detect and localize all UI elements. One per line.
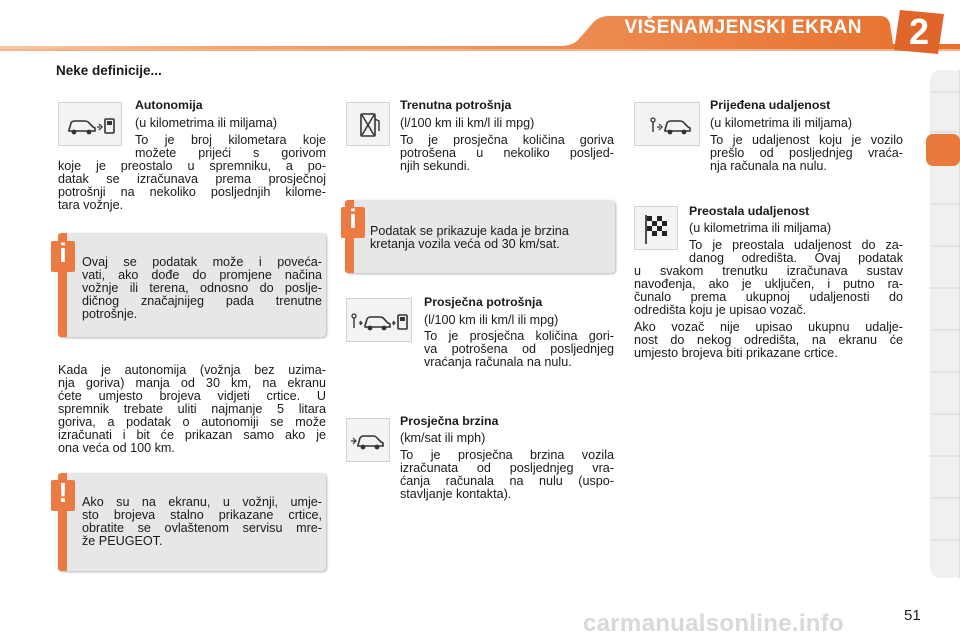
- prosjecna-potrosnja-line: To je prosječna količina gori-: [424, 329, 614, 343]
- note-line: Podatak se prikazuje kada je brzina: [370, 224, 569, 238]
- prijedena-unit: (u kilometrima ili miljama): [710, 116, 853, 130]
- autonomija-line: potrošnji na nekoliko posljednjih kilome-: [58, 185, 326, 199]
- info-icon-glyph: i: [349, 204, 357, 234]
- prosjecna-brzina-unit: (km/sat ili mph): [400, 431, 486, 445]
- warning-line: že PEUGEOT.: [82, 534, 163, 548]
- trenutna-title: Trenutna potrošnja: [400, 98, 512, 112]
- preostala-line: To je preostala udaljenost do za-: [689, 238, 903, 252]
- note-line: vati, ako dođe do promjene načina: [82, 268, 322, 282]
- note-line: potrošnje.: [82, 307, 138, 321]
- trenutna-line: potrošena u nekoliko posljed-: [400, 146, 614, 160]
- prosjecna-brzina-title: Prosječna brzina: [400, 414, 499, 428]
- preostala-line: u svakom trenutku izračunava sustav: [634, 264, 903, 278]
- autonomija-line: možete prijeći s gorivom: [135, 146, 326, 160]
- low-range-line: nja goriva) manja od 30 km, na ekranu: [58, 376, 326, 390]
- trenutna-unit: (l/100 km ili km/l ili mpg): [400, 116, 535, 130]
- autonomija-line: tara vožnje.: [58, 198, 124, 212]
- warning-line: obratite se ovlaštenom servisu mre-: [82, 521, 322, 535]
- range-car-fuel-icon: [59, 103, 123, 147]
- prosjecna-brzina-line: izračunata od posljednjeg vra-: [400, 461, 614, 475]
- watermark: carmanualsonline.info: [583, 610, 845, 637]
- range-icon-box: [58, 102, 122, 146]
- prosjecna-potrosnja-unit: (l/100 km ili km/l ili mpg): [424, 313, 559, 327]
- section-title: Neke definicije...: [56, 63, 162, 78]
- low-range-line: izračunati i bit će prikazan samo ako je: [58, 428, 326, 442]
- prosjecna-brzina-line: ćanja računala na nulu (uspo-: [400, 474, 614, 488]
- page-number: 51: [904, 607, 921, 624]
- low-range-line: goriva, a podatak o autonomiji se može: [58, 415, 326, 429]
- note-line: dičnog značajnijeg pada trenutne: [82, 294, 322, 308]
- low-range-line: Kada je autonomija (vožnja bez uzima-: [58, 363, 326, 377]
- prijedena-line: To je udaljenost koju je vozilo: [710, 133, 903, 147]
- preostala-line: nost do nekog odredišta, na ekranu će: [634, 333, 903, 347]
- prijedena-line: prešlo od posljednjeg vraća-: [710, 146, 903, 160]
- autonomija-line: datak se izračunava prema prosječnoj: [58, 172, 326, 186]
- prijedena-line: nja računala na nulu.: [710, 159, 827, 173]
- note-line: Ovaj se podatak može i poveća-: [82, 255, 322, 269]
- note-line: kretanja vozila veća od 30 km/sat.: [370, 237, 560, 251]
- fuel-pump-icon: [347, 103, 391, 147]
- chapter-number: 2: [908, 11, 930, 52]
- note-line: vožnje ili terena, odnosno do poslje-: [82, 281, 322, 295]
- prosjecna-potrosnja-title: Prosječna potrošnja: [424, 295, 543, 309]
- prijedena-title: Prijeđena udaljenost: [710, 98, 831, 112]
- checkered-flag-icon: [635, 207, 679, 251]
- remaining-icon-box: [634, 206, 678, 250]
- average-speed-car-icon: [347, 419, 391, 463]
- preostala-line: navođenja, ako je uključen, i putno ra-: [634, 277, 903, 291]
- prosjecna-potrosnja-line: vraćanja računala na nulu.: [424, 355, 572, 369]
- warning-line: sto brojeva stalno prikazane crtice,: [82, 508, 322, 522]
- avg-consumption-icon-box: [346, 298, 412, 342]
- instant-consumption-icon-box: [346, 102, 390, 146]
- autonomija-line: koje je preostalo u spremniku, a po-: [58, 159, 326, 173]
- prosjecna-brzina-line: stavljanje kontakta).: [400, 487, 512, 501]
- preostala-line: čunalo prema ukupnoj udaljenosti do: [634, 290, 903, 304]
- trenutna-line: njih sekundi.: [400, 159, 471, 173]
- preostala-line: danog odredišta. Ovaj podatak: [689, 251, 903, 265]
- chapter-tabs[interactable]: [926, 70, 960, 578]
- avg-speed-icon-box: [346, 418, 390, 462]
- preostala-line: odredišta koju je upisao vozač.: [634, 303, 807, 317]
- autonomija-title: Autonomija: [135, 98, 203, 112]
- trenutna-line: To je prosječna količina goriva: [400, 133, 614, 147]
- autonomija-unit: (u kilometrima ili miljama): [135, 116, 278, 130]
- distance-travelled-icon: [635, 103, 701, 147]
- info-icon-glyph: i: [59, 238, 67, 268]
- low-range-line: spremnik trebate uliti najmanje 5 litara: [58, 402, 326, 416]
- preostala-line: Ako vozač nije upisao ukupnu udalje-: [634, 320, 903, 334]
- low-range-line: ona veća od 100 km.: [58, 441, 175, 455]
- prosjecna-brzina-line: To je prosječna brzina vozila: [400, 448, 614, 462]
- preostala-line: umjesto brojeva biti prikazane crtice.: [634, 346, 838, 360]
- warning-icon-glyph: !: [58, 477, 68, 508]
- preostala-unit: (u kilometrima ili miljama): [689, 221, 832, 235]
- low-range-line: ćete umjesto brojeva vidjeti crtice. U: [58, 389, 326, 403]
- warning-line: Ako su na ekranu, u vožnji, umje-: [82, 495, 322, 509]
- preostala-title: Preostala udaljenost: [689, 204, 810, 218]
- average-consumption-icon: [347, 299, 413, 343]
- autonomija-line: To je broj kilometara koje: [135, 133, 326, 147]
- distance-icon-box: [634, 102, 700, 146]
- prosjecna-potrosnja-line: va potrošena od posljednjeg: [424, 342, 614, 356]
- chapter-title: VIŠENAMJENSKI EKRAN: [624, 17, 862, 38]
